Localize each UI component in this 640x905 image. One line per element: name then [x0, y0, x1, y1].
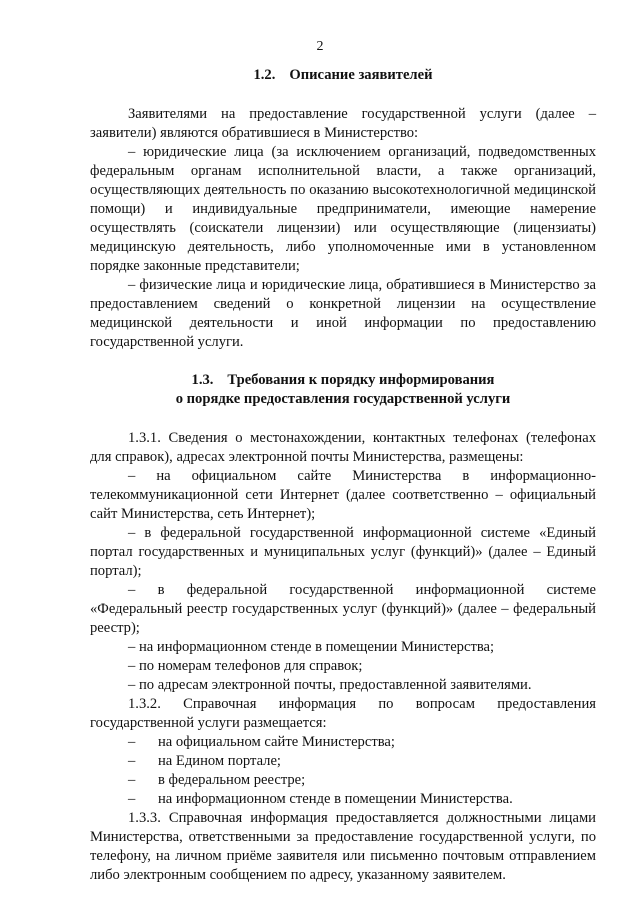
page-number: 2	[316, 39, 324, 54]
list-item: – в федеральном реестре;	[90, 771, 596, 790]
section-1-3-heading-line1	[90, 371, 596, 390]
list-item-text: в федеральном реестре;	[158, 772, 306, 788]
bullet-phone-numbers: – по номерам телефонов для справок;	[128, 658, 363, 674]
list-item-text: на Едином портале;	[158, 753, 281, 769]
bullet-unified-portal: – в федеральной государственной информационной системе «Единый портал государственных и муниципальных услуг (функций)» (далее – Единый портал);	[90, 525, 596, 579]
list-item-text: на официальном сайте Министерства;	[158, 734, 395, 750]
bullet-email-addresses: – по адресам электронной почты, предоставленной заявителями.	[128, 677, 532, 693]
section-1-2-heading	[90, 66, 596, 85]
section-1-2-title: Описание заявителей	[289, 67, 433, 83]
bullet-federal-registry: – в федеральной государственной информационной системе «Федеральный реестр государственных услуг (функций)» (далее – федеральный реестр);	[90, 582, 596, 636]
applicants-intro-paragraph: Заявителями на предоставление государственной услуги (далее – заявители) являются обратившиеся в Министерство:	[90, 106, 596, 141]
applicants-legal-entities-paragraph: – юридические лица (за исключением организаций, подведомственных федеральным органам исполнительной власти, а также организаций, осуществляющих деятельность по оказанию высокотехнологичной медицинской помощи) и индивидуальные предприниматели, имеющие намерение осуществлять (соискатели лицензии) или осуществляющие (лицензиаты) медицинскую деятельность, либо уполномоченные ими в установленном порядке законные представители;	[90, 144, 596, 274]
section-1-3-heading-line2: о порядке предоставления государственной услуги	[175, 391, 511, 407]
document-body	[90, 66, 596, 885]
section-1-3-title-line1: Требования к порядку информирования	[227, 372, 495, 388]
section-1-2-number: 1.2.	[253, 67, 276, 83]
paragraph-1-3-2: 1.3.2. Справочная информация по вопросам предоставления государственной услуги размещается:	[90, 696, 596, 731]
list-item-text: на информационном стенде в помещении Министерства.	[158, 791, 513, 807]
bullet-official-site: – на официальном сайте Министерства в информационно-телекоммуникационной сети Интернет (далее соответственно – официальный сайт Министерства, сеть Интернет);	[90, 468, 596, 522]
list-item: – на информационном стенде в помещении Министерства.	[90, 790, 596, 809]
applicants-individuals-paragraph: – физические лица и юридические лица, обратившиеся в Министерство за предоставлением сведений о конкретной лицензии на осуществление медицинской деятельности и иной информации по предоставлению государственной услуги.	[90, 277, 596, 350]
list-item: – на Едином портале;	[90, 752, 596, 771]
paragraph-1-3-1: 1.3.1. Сведения о местонахождении, контактных телефонах (телефонах для справок), адресах электронной почты Министерства, размещены:	[90, 430, 596, 465]
section-1-3-number: 1.3.	[191, 372, 214, 388]
list-item: – на официальном сайте Министерства;	[90, 733, 596, 752]
bullet-info-stand: – на информационном стенде в помещении Министерства;	[128, 639, 495, 655]
paragraph-1-3-3: 1.3.3. Справочная информация предоставляется должностными лицами Министерства, ответственными за предоставление государственной услуги, по телефону, на личном приёме заявителя или письменно почтовым отправлением либо электронным сообщением по адресу, указанному заявителем.	[90, 810, 596, 883]
